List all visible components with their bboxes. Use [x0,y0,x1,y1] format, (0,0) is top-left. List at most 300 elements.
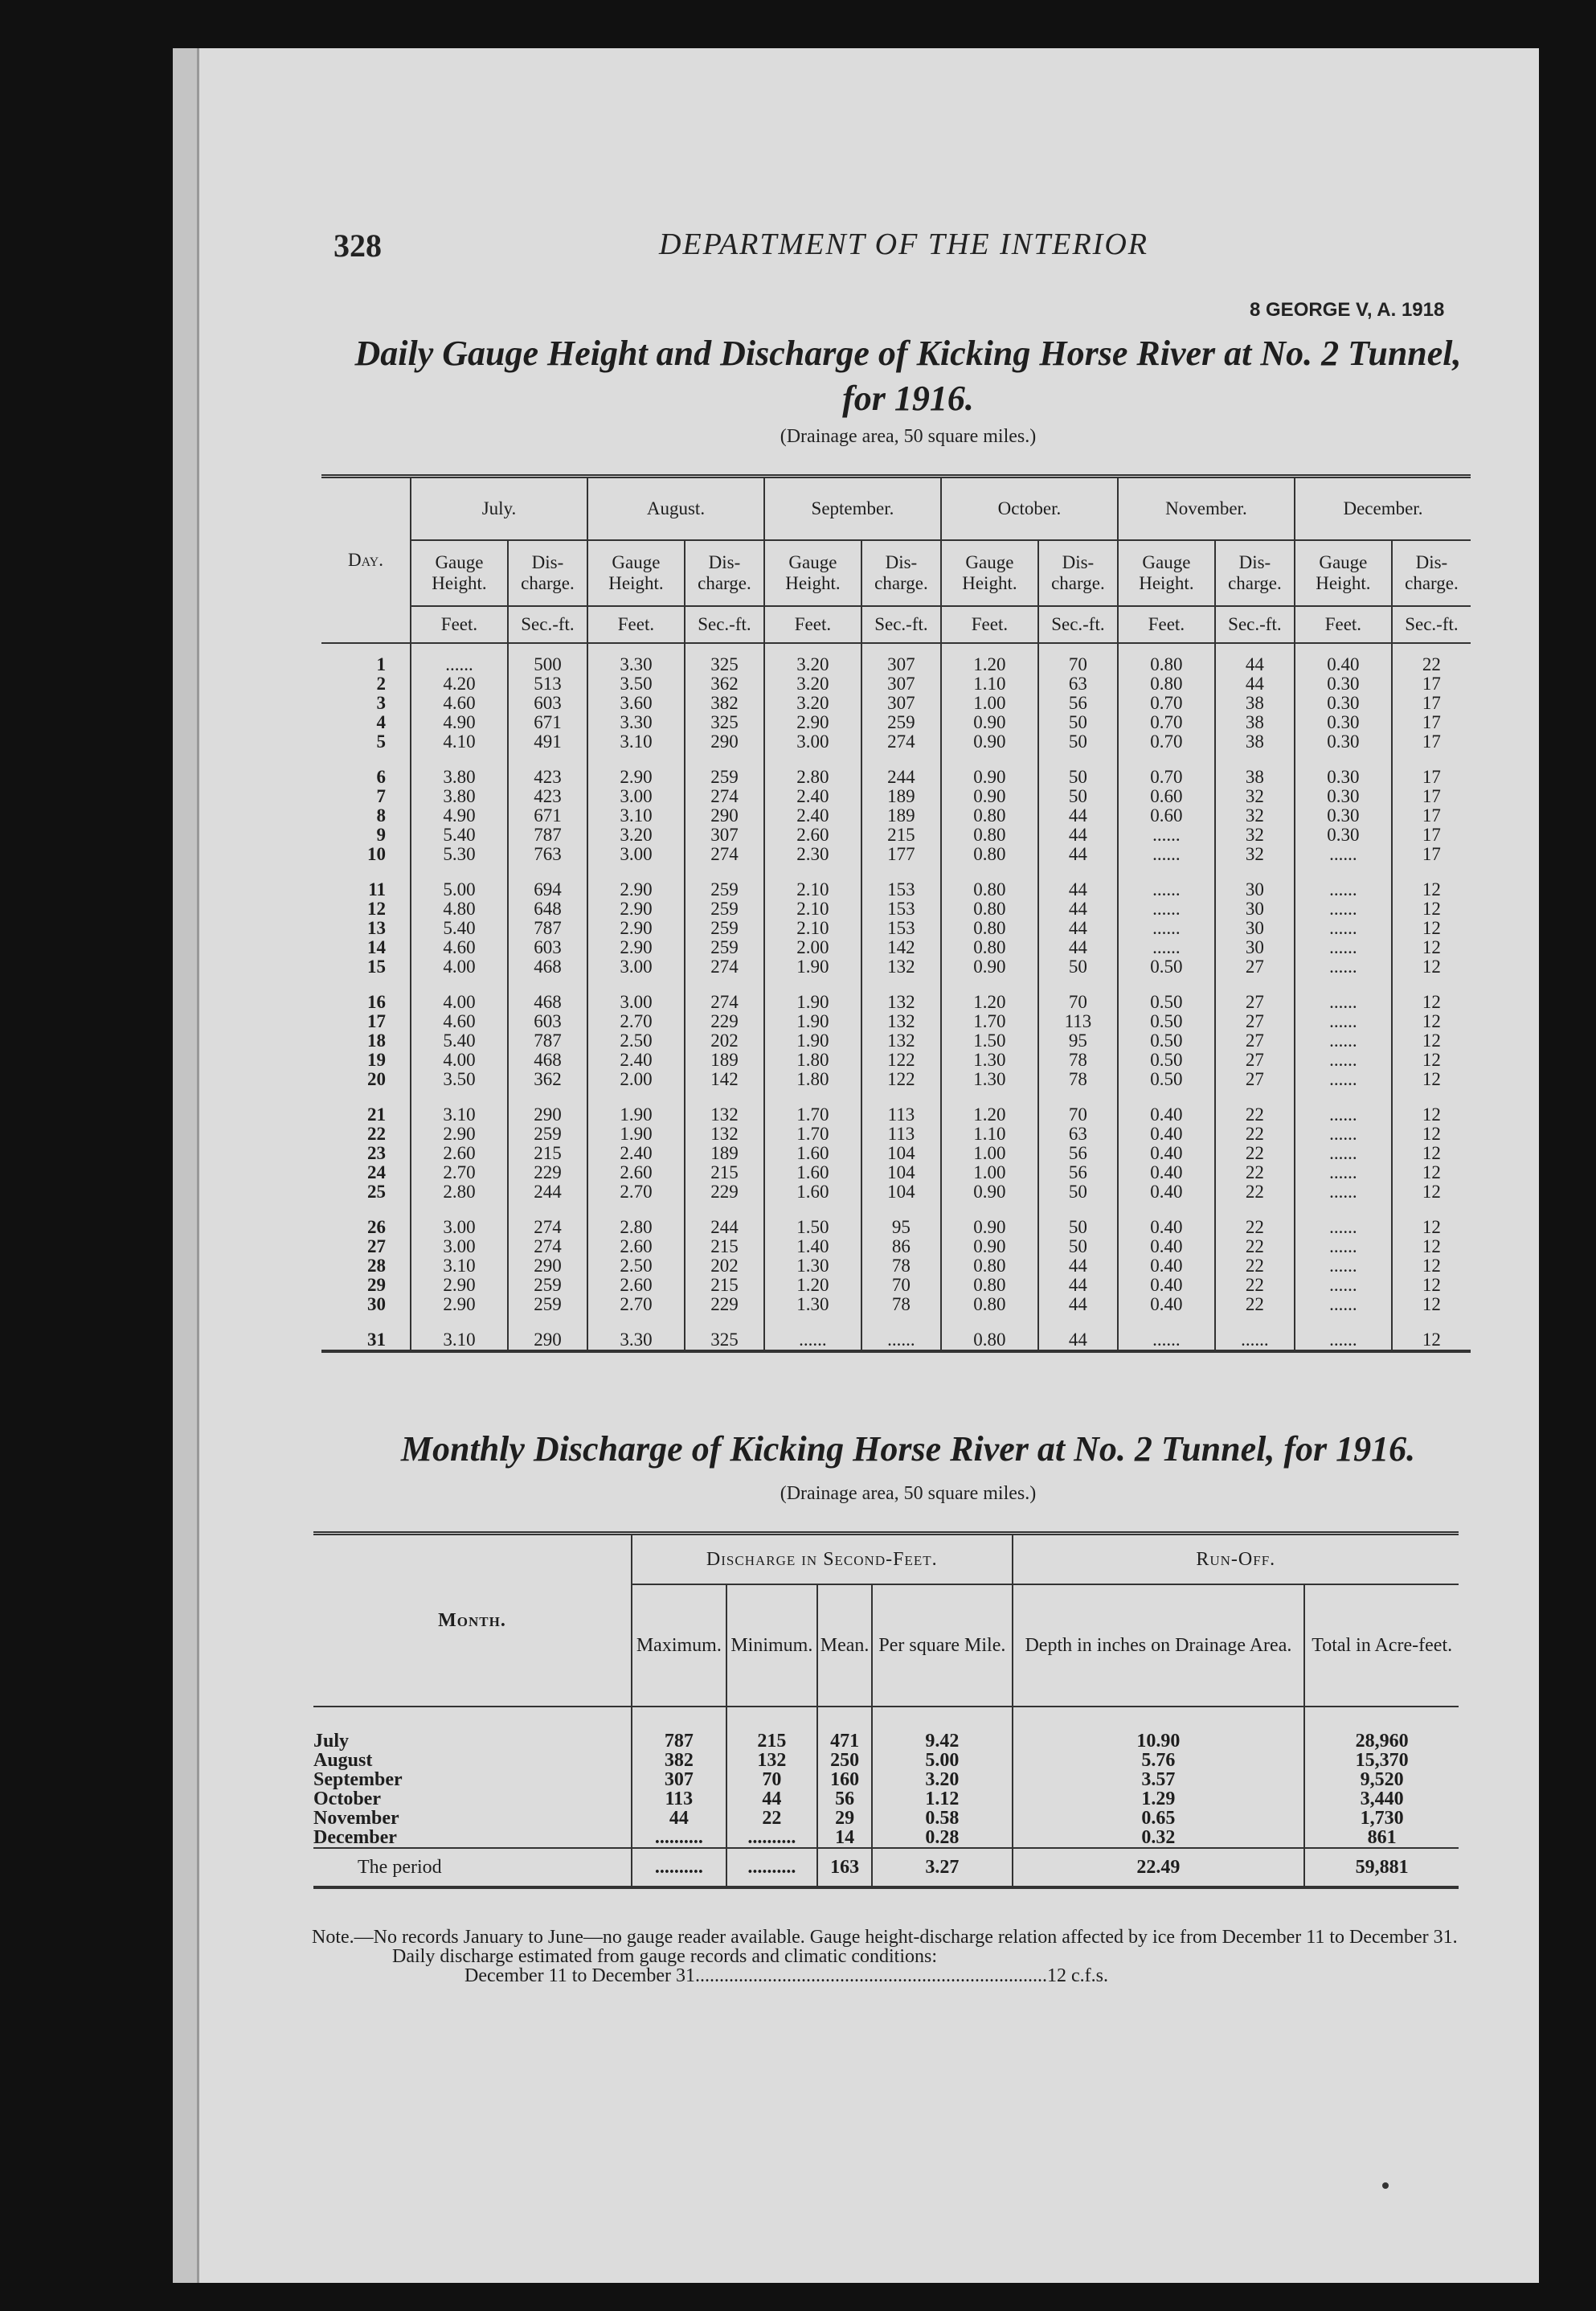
gauge-cell: 0.30 [1295,787,1392,806]
day-header: Day. [321,477,411,644]
gauge-cell: 4.60 [411,694,508,713]
spacer-cell [587,1314,685,1330]
discharge-cell: 259 [508,1276,587,1295]
spacer-cell [1215,864,1295,880]
table-row [321,1105,1471,1125]
spacer-cell [685,752,764,768]
discharge-cell: 22 [1215,1237,1295,1256]
discharge-header: Dis-charge. [1215,540,1295,606]
gauge-cell: ...... [1295,1218,1392,1237]
spacer-cell [764,1314,861,1330]
gauge-cell: ...... [1295,1012,1392,1031]
gauge-cell: 4.20 [411,674,508,694]
spacer-cell [1038,864,1118,880]
spacer-cell [941,1089,1038,1105]
discharge-cell: 70 [1038,643,1118,674]
discharge-cell: 307 [861,674,941,694]
maximum-header: Maximum. [632,1584,726,1707]
gauge-cell: 1.20 [764,1276,861,1295]
gauge-cell: 0.70 [1118,768,1215,787]
gauge-cell: 0.90 [941,768,1038,787]
spacer-cell [1215,1202,1295,1218]
gauge-cell: 2.90 [587,899,685,919]
gauge-cell: 0.40 [1118,1276,1215,1295]
gauge-cell: 2.30 [764,845,861,864]
discharge-cell: 12 [1392,1105,1471,1125]
value-cell: 382 [632,1751,726,1770]
gauge-cell: 1.70 [941,1012,1038,1031]
spacer-cell [861,1314,941,1330]
gauge-height-header: Gauge Height. [764,540,861,606]
discharge-cell: 382 [685,694,764,713]
gauge-cell: 2.80 [411,1182,508,1202]
discharge-cell: 259 [508,1125,587,1144]
value-cell: 215 [726,1707,817,1751]
gauge-cell: 5.30 [411,845,508,864]
discharge-cell: 113 [1038,1012,1118,1031]
group-spacer [321,1314,1471,1330]
gauge-cell: 0.50 [1118,1031,1215,1051]
gauge-cell: ...... [1118,826,1215,845]
discharge-cell: 22 [1215,1256,1295,1276]
gauge-height-header: Gauge Height. [587,540,685,606]
gauge-cell: 1.90 [764,1012,861,1031]
month-header: December. [1295,477,1471,541]
discharge-cell: 44 [1038,1256,1118,1276]
spacer-cell [1215,1089,1295,1105]
day-cell: 29 [367,1275,386,1295]
discharge-cell: 38 [1215,713,1295,732]
gauge-cell: 2.90 [587,938,685,957]
discharge-cell: 95 [861,1218,941,1237]
per-square-mile-header: Per square Mile. [872,1584,1012,1707]
gauge-cell: 0.80 [941,938,1038,957]
month-header: September. [764,477,941,541]
spacer-cell [587,1202,685,1218]
discharge-cell: 259 [685,768,764,787]
value-cell: 0.58 [872,1809,1012,1828]
discharge-cell: 30 [1215,919,1295,938]
gauge-cell: 4.80 [411,899,508,919]
spacer-cell [411,1314,508,1330]
gauge-cell: 1.70 [764,1105,861,1125]
discharge-cell: 244 [508,1182,587,1202]
gauge-cell: ...... [1295,993,1392,1012]
table-row [313,1751,1459,1770]
spacer-cell [508,1089,587,1105]
daily-table-title: Daily Gauge Height and Discharge of Kicking Horse River at No. 2 Tunnel, for 1916. [354,334,1462,418]
discharge-cell: 12 [1392,919,1471,938]
day-cell: 31 [367,1330,386,1350]
discharge-cell: 44 [1038,899,1118,919]
spacer-cell [587,1089,685,1105]
gauge-cell: 4.60 [411,1012,508,1031]
day-cell: 30 [367,1294,386,1314]
gauge-cell: 2.50 [587,1256,685,1276]
value-cell: .......... [632,1828,726,1848]
gauge-cell: 1.60 [764,1144,861,1163]
runoff-group-header: Run-Off. [1013,1534,1459,1585]
discharge-cell: 50 [1038,1237,1118,1256]
gauge-cell: ...... [1118,1330,1215,1351]
discharge-cell: 12 [1392,1144,1471,1163]
gauge-cell: 3.50 [411,1070,508,1089]
gauge-cell: 1.30 [941,1070,1038,1089]
spacer-cell [508,1202,587,1218]
gauge-cell: ...... [1295,1031,1392,1051]
spacer-cell [1392,1089,1471,1105]
table-row [321,880,1471,899]
discharge-cell: 12 [1392,1276,1471,1295]
discharge-cell: 32 [1215,787,1295,806]
gauge-cell: 4.00 [411,957,508,977]
value-cell: 471 [817,1707,872,1751]
monthly-table-title: Monthly Discharge of Kicking Horse River at No. 2 Tunnel, for 1916. [400,1429,1416,1469]
gauge-cell: 0.90 [941,1237,1038,1256]
gauge-cell: 0.80 [941,1256,1038,1276]
discharge-cell: 12 [1392,1012,1471,1031]
month-cell: December [313,1827,397,1848]
gauge-cell: 2.70 [587,1295,685,1314]
value-cell: 5.76 [1013,1751,1305,1770]
discharge-cell: 132 [861,1031,941,1051]
gauge-cell: ...... [764,1330,861,1351]
mean-header: Mean. [817,1584,872,1707]
discharge-cell: 50 [1038,957,1118,977]
value-cell: 787 [632,1707,726,1751]
day-cell: 26 [367,1217,386,1237]
table-row [321,1218,1471,1237]
discharge-cell: 44 [1038,845,1118,864]
period-row [313,1848,1459,1887]
gauge-cell: 0.80 [941,1295,1038,1314]
discharge-cell: 27 [1215,993,1295,1012]
value-cell: 0.28 [872,1828,1012,1848]
gauge-cell: ...... [1295,1256,1392,1276]
gauge-cell: ...... [1295,938,1392,957]
discharge-cell: 603 [508,694,587,713]
gauge-cell: 1.30 [764,1256,861,1276]
discharge-cell: 362 [685,674,764,694]
gauge-cell: 0.50 [1118,1012,1215,1031]
gauge-cell: 2.90 [587,919,685,938]
spacer-cell [508,752,587,768]
discharge-cell: 38 [1215,732,1295,752]
discharge-cell: 32 [1215,806,1295,826]
feet-unit: Feet. [1295,606,1392,643]
discharge-cell: 63 [1038,674,1118,694]
discharge-cell: 274 [508,1218,587,1237]
page-gutter [173,48,199,2283]
value-cell: 15,370 [1304,1751,1459,1770]
discharge-cell: 12 [1392,1031,1471,1051]
secft-unit: Sec.-ft. [1392,606,1471,643]
gauge-cell: 0.60 [1118,806,1215,826]
month-cell: September [313,1769,403,1790]
discharge-cell: 229 [685,1182,764,1202]
gauge-cell: 1.20 [941,1105,1038,1125]
discharge-cell: 12 [1392,1237,1471,1256]
discharge-cell: 44 [1038,1295,1118,1314]
month-cell: August [313,1750,373,1771]
table-row [321,845,1471,864]
table-row [313,1828,1459,1848]
spacer-cell [1295,1202,1392,1218]
spacer-cell [1215,752,1295,768]
discharge-cell: 202 [685,1256,764,1276]
discharge-cell: 44 [1215,643,1295,674]
discharge-cell: 132 [685,1105,764,1125]
gauge-cell: 1.80 [764,1051,861,1070]
table-row [321,694,1471,713]
spacer-cell [941,1314,1038,1330]
discharge-cell: 56 [1038,1163,1118,1182]
gauge-cell: 3.30 [587,643,685,674]
day-cell: 22 [367,1124,386,1144]
value-cell: 28,960 [1304,1707,1459,1751]
discharge-cell: 12 [1392,880,1471,899]
gauge-cell: 0.80 [1118,643,1215,674]
value-cell: 132 [726,1751,817,1770]
discharge-cell: 12 [1392,1070,1471,1089]
day-cell: 23 [367,1143,386,1163]
spacer-cell [321,752,411,768]
gauge-cell: 0.90 [941,1218,1038,1237]
table-row [321,1182,1471,1202]
spacer-cell [1118,1089,1215,1105]
month-header: November. [1118,477,1295,541]
discharge-cell: 671 [508,806,587,826]
day-cell: 17 [367,1011,386,1031]
spacer-cell [1118,864,1215,880]
discharge-cell: 113 [861,1125,941,1144]
gauge-cell: 2.70 [587,1012,685,1031]
discharge-cell: 22 [1215,1182,1295,1202]
discharge-cell: 44 [1038,919,1118,938]
gauge-cell: ...... [1118,899,1215,919]
gauge-cell: 2.70 [411,1163,508,1182]
discharge-cell: 27 [1215,1070,1295,1089]
table-row [321,674,1471,694]
spacer-cell [1118,1202,1215,1218]
gauge-cell: 2.90 [764,713,861,732]
table-row [321,713,1471,732]
gauge-cell: 4.60 [411,938,508,957]
discharge-cell: 189 [861,787,941,806]
value-cell: 307 [632,1770,726,1789]
discharge-cell: 468 [508,993,587,1012]
gauge-cell: 3.10 [587,806,685,826]
gauge-cell: ...... [1295,957,1392,977]
gauge-cell: ...... [1118,880,1215,899]
table-row [321,768,1471,787]
gauge-cell: 2.40 [587,1144,685,1163]
discharge-cell: 491 [508,732,587,752]
spacer-cell [861,1089,941,1105]
discharge-cell: 153 [861,880,941,899]
table-row [313,1707,1459,1751]
discharge-cell: 12 [1392,1125,1471,1144]
gauge-cell: 1.40 [764,1237,861,1256]
unit-row [321,606,1471,643]
discharge-cell: 763 [508,845,587,864]
gauge-cell: 0.90 [941,732,1038,752]
daily-table-body [321,643,1471,1351]
gauge-cell: 0.30 [1295,806,1392,826]
discharge-cell: 274 [685,957,764,977]
day-cell: 9 [376,825,386,845]
discharge-cell: 12 [1392,1295,1471,1314]
gauge-cell: 3.00 [587,993,685,1012]
discharge-cell: 215 [861,826,941,845]
gauge-cell: ...... [1295,1051,1392,1070]
table-row [321,919,1471,938]
gauge-cell: ...... [1295,919,1392,938]
group-spacer [321,864,1471,880]
gauge-cell: 3.10 [411,1256,508,1276]
table-row [321,806,1471,826]
page-number: 328 [334,227,382,264]
value-cell: 113 [632,1789,726,1809]
value-cell: 22 [726,1809,817,1828]
spacer-cell [411,1202,508,1218]
discharge-cell: 132 [685,1125,764,1144]
discharge-cell: 44 [1038,806,1118,826]
discharge-cell: 603 [508,938,587,957]
note-line: December 11 to December 31.........................................................................12 c.f.s. [464,1965,1108,1986]
discharge-cell: 694 [508,880,587,899]
gauge-cell: 3.20 [587,826,685,845]
value-cell: 14 [817,1828,872,1848]
gauge-cell: 3.20 [764,694,861,713]
gauge-height-header: Gauge Height. [941,540,1038,606]
column-subheader-row [321,540,1471,606]
spacer-cell [1295,977,1392,993]
gauge-cell: 3.00 [411,1237,508,1256]
gauge-cell: ...... [1295,845,1392,864]
gauge-cell: 2.90 [411,1295,508,1314]
table-row [321,1256,1471,1276]
gauge-cell: ...... [1295,1125,1392,1144]
discharge-cell: 423 [508,768,587,787]
discharge-cell: 22 [1392,643,1471,674]
gauge-cell: 2.80 [587,1218,685,1237]
session-label: 8 GEORGE V, A. 1918 [1250,299,1445,321]
value-cell: 10.90 [1013,1707,1305,1751]
value-cell: 861 [1304,1828,1459,1848]
gauge-cell: 5.40 [411,1031,508,1051]
discharge-cell: 78 [861,1295,941,1314]
discharge-cell: 325 [685,713,764,732]
spacer-cell [764,1202,861,1218]
value-cell: .......... [632,1848,726,1887]
value-cell: 9,520 [1304,1770,1459,1789]
table-row [321,732,1471,752]
discharge-cell: 500 [508,643,587,674]
discharge-cell: 274 [861,732,941,752]
gauge-cell: 2.90 [411,1276,508,1295]
value-cell: .......... [726,1828,817,1848]
discharge-cell: 22 [1215,1295,1295,1314]
gauge-cell: 2.60 [587,1276,685,1295]
gauge-cell: 1.70 [764,1125,861,1144]
gauge-cell: ...... [1295,880,1392,899]
spacer-cell [1038,1202,1118,1218]
gauge-cell: 2.40 [764,806,861,826]
gauge-cell: 1.20 [941,993,1038,1012]
discharge-cell: 27 [1215,1031,1295,1051]
total-acre-feet-header: Total in Acre-feet. [1304,1584,1459,1707]
gauge-cell: 0.80 [1118,674,1215,694]
discharge-cell: 50 [1038,732,1118,752]
discharge-cell: 229 [685,1012,764,1031]
gauge-cell: 1.90 [587,1125,685,1144]
gauge-cell: 0.90 [941,713,1038,732]
discharge-cell: 12 [1392,1256,1471,1276]
discharge-cell: 56 [1038,694,1118,713]
discharge-cell: 202 [685,1031,764,1051]
discharge-cell: 244 [861,768,941,787]
secft-unit: Sec.-ft. [861,606,941,643]
gauge-cell: 2.70 [587,1182,685,1202]
discharge-cell: 22 [1215,1144,1295,1163]
table-row [321,1237,1471,1256]
gauge-cell: 0.50 [1118,993,1215,1012]
gauge-cell: 4.00 [411,1051,508,1070]
day-cell: 15 [367,957,386,977]
table-row [321,993,1471,1012]
discharge-cell: 17 [1392,694,1471,713]
value-cell: 70 [726,1770,817,1789]
spacer-cell [1038,977,1118,993]
value-cell: 3.27 [872,1848,1012,1887]
gauge-cell: 2.10 [764,880,861,899]
discharge-cell: 290 [685,806,764,826]
gauge-cell: 3.10 [587,732,685,752]
gauge-cell: 2.10 [764,919,861,938]
gauge-cell: 0.80 [941,806,1038,826]
value-cell: 3.20 [872,1770,1012,1789]
discharge-cell: 12 [1392,1218,1471,1237]
spacer-cell [1392,1202,1471,1218]
gauge-cell: 2.60 [587,1237,685,1256]
table-row [321,1051,1471,1070]
value-cell: 3,440 [1304,1789,1459,1809]
discharge-cell: 648 [508,899,587,919]
gauge-cell: 1.20 [941,643,1038,674]
table-row [321,826,1471,845]
discharge-cell: 307 [685,826,764,845]
gauge-cell: 1.10 [941,1125,1038,1144]
gauge-cell: 3.20 [764,674,861,694]
gauge-cell: 2.60 [764,826,861,845]
gauge-cell: 3.80 [411,768,508,787]
gauge-cell: 2.00 [764,938,861,957]
gauge-cell: 1.10 [941,674,1038,694]
discharge-cell: 104 [861,1182,941,1202]
discharge-cell: 78 [1038,1070,1118,1089]
gauge-cell: 2.60 [411,1144,508,1163]
day-cell: 3 [376,693,386,713]
discharge-header: Dis-charge. [685,540,764,606]
feet-unit: Feet. [941,606,1038,643]
table-row [321,1125,1471,1144]
gauge-cell: 0.30 [1295,694,1392,713]
discharge-cell: 325 [685,643,764,674]
day-cell: 12 [367,899,386,919]
discharge-cell: 122 [861,1051,941,1070]
feet-unit: Feet. [411,606,508,643]
